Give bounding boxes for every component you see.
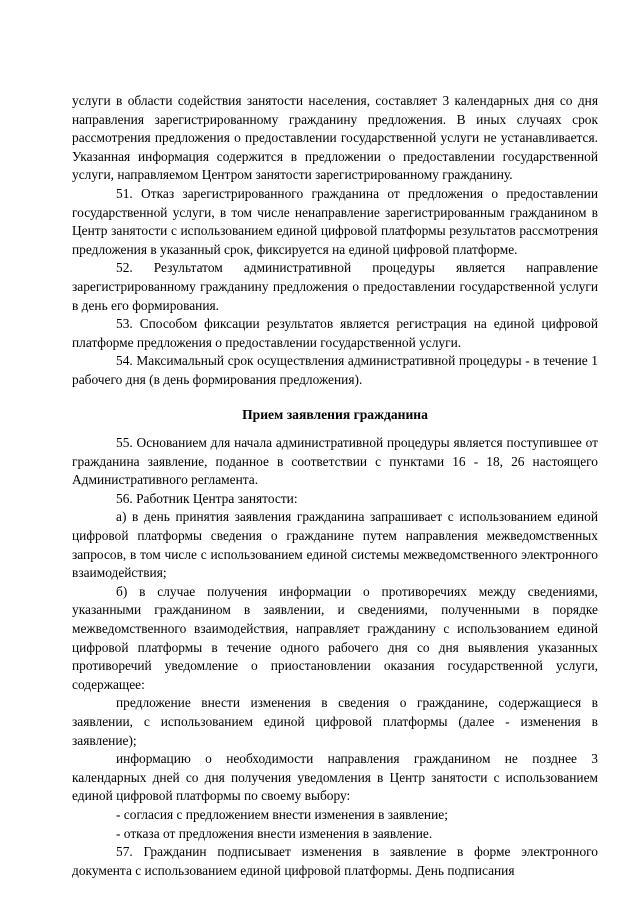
paragraph-56-a: а) в день принятия заявления гражданина запрашивает с использованием единой цифровой платформы сведения о гражданине путем направления межведомственных запросов, в том числе с использованием единой системы межведомственного электронного взаимодействия; [72, 509, 598, 581]
document-page [72, 92, 598, 880]
paragraph-55: 55. Основанием для начала административной процедуры является поступившее от гражданина заявление, поданное в соответствии с пунктами 16 - 18, 26 настоящего Административного регламента. [72, 435, 598, 488]
paragraph-56-b: б) в случае получения информации о противоречиях между сведениями, указанными гражданином в заявлении, и сведениями, полученными в порядке межведомственного взаимодействия, направляет гражданину с использованием единой цифровой платформы в течение одного рабочего дня со дня выявления указанных противоречий уведомление о приостановлении оказания государственной услуги, содержащее: [72, 583, 598, 692]
list-item-consent: - согласия с предложением внести изменения в заявление; [116, 806, 448, 822]
paragraph-53: 53. Способом фиксации результатов является регистрация на единой цифровой платформе предложения о предоставлении государственной услуги. [72, 316, 598, 350]
paragraph-52: 52. Результатом административной процедуры является направление зарегистрированному гражданину предложения о предоставлении государственной услуги в день его формирования. [72, 260, 598, 313]
paragraph-continuation: услуги в области содействия занятости населения, составляет 3 календарных дня со дня направления зарегистрированному гражданину предложения. В иных случаях срок рассмотрения предложения о предоставлении государственной услуги не устанавливается. Указанная информация содержится в предложении о предоставлении государственной услуги, направляемом Центром занятости зарегистрированному гражданину. [72, 93, 598, 183]
section-heading: Прием заявления гражданина [242, 406, 428, 422]
paragraph-51: 51. Отказ зарегистрированного гражданина от предложения о предоставлении государственной услуги, в том числе ненаправление зарегистрированным гражданином в Центр занятости с использованием единой цифровой платформы результатов рассмотрения предложения в указанный срок, фиксируется на единой цифровой платформе. [72, 185, 598, 257]
paragraph-information: информацию о необходимости направления гражданином не позднее 3 календарных дней со дня получения уведомления в Центр занятости с использованием единой цифровой платформы по своему выбору: [72, 751, 598, 804]
paragraph-56: 56. Работник Центра занятости: [116, 490, 298, 506]
paragraph-proposal: предложение внести изменения в сведения о гражданине, содержащиеся в заявлении, с использованием единой цифровой платформы (далее - изменения в заявление); [72, 695, 598, 748]
paragraph-57: 57. Гражданин подписывает изменения в заявление в форме электронного документа с использованием единой цифровой платформы. День подписания [72, 844, 598, 878]
list-item-refusal: - отказа от предложения внести изменения в заявление. [116, 825, 433, 841]
paragraph-54: 54. Максимальный срок осуществления административной процедуры - в течение 1 рабочего дня (в день формирования предложения). [72, 353, 598, 387]
